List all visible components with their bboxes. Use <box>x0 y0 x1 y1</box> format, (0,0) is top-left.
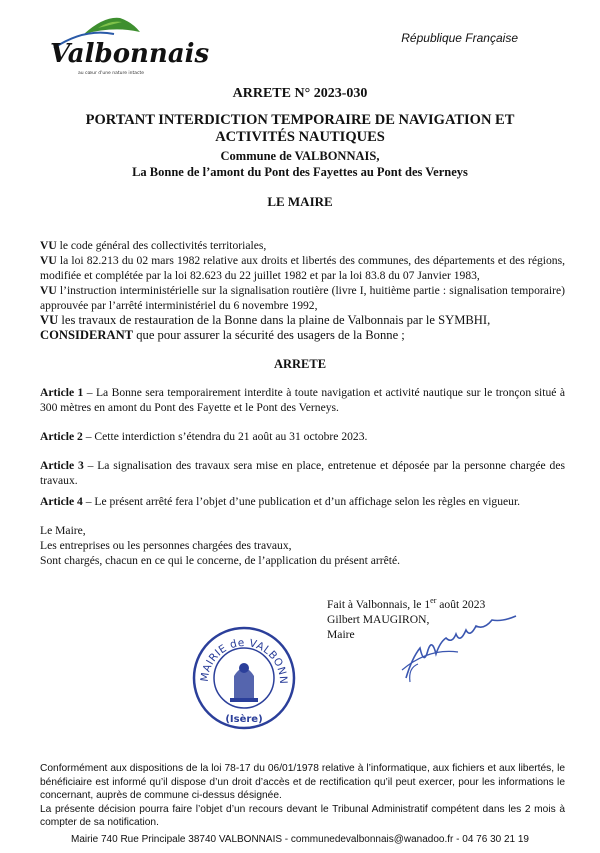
signatory-role: Maire <box>327 627 355 641</box>
location-description: La Bonne de l’amont du Pont des Fayettes au Pont des Verneys <box>132 165 468 179</box>
article-3: Article 3 – La signalisation des travaux sera mise en place, entretenue et déposée par la personne chargée des travaux. <box>40 459 565 487</box>
valbonnais-logo <box>44 8 210 78</box>
signatory-name: Gilbert MAUGIRON, <box>327 612 430 626</box>
main-title-line1: PORTANT INTERDICTION TEMPORAIRE DE NAVIGATION ET <box>85 112 515 128</box>
seal-isere: (Isère) <box>225 714 263 725</box>
svg-text:MAIRIE de VALBONNAIS: MAIRIE de VALBONN <box>198 636 290 685</box>
visa-item: VU le code général des collectivités territoriales, <box>40 239 267 252</box>
commune-name: Commune de VALBONNAIS, <box>220 149 380 163</box>
execution-line: Le Maire, <box>40 524 86 537</box>
article-4: Article 4 – Le présent arrêté fera l’objet d’une publication et d’un affichage selon les règles en vigueur. <box>40 495 521 508</box>
arrete-heading: ARRETE <box>273 357 327 371</box>
legal-paragraph: La présente décision pourra faire l’objet d’un recours devant le Tribunal Administratif compétent dans les 2 mois à compter de sa notification. <box>40 803 565 828</box>
official-stamp-icon <box>190 624 298 732</box>
visa-item: VU les travaux de restauration de la Bonne dans la plaine de Valbonnais par le SYMBHI, <box>40 313 491 327</box>
logo-wordmark: Valbonnais <box>50 39 210 69</box>
main-title <box>40 112 560 146</box>
footer-address: Mairie 740 Rue Principale 38740 VALBONNAIS - communedevalbonnais@wanadoo.fr - 04 76 30 21 19 <box>70 834 529 845</box>
handwritten-signature <box>398 608 523 686</box>
execution-line: Les entreprises ou les personnes chargées des travaux, <box>40 539 292 552</box>
arrete-number: ARRETE N° 2023-030 <box>232 86 368 101</box>
logo-tagline: au cœur d'une nature intacte <box>78 71 145 76</box>
article-1: Article 1 – La Bonne sera temporairement interdite à toute navigation et activité nautique sur le tronçon situé à 300 mètres en amont du Pont des Fayette et le Pont des Verneys. <box>40 386 565 414</box>
visa-item: VU la loi 82.213 du 02 mars 1982 relative aux droits et libertés des communes, des départements et des régions, modifiée et complétée par la loi 82.623 du 22 juillet 1982 et par la loi 83.8 du 07 Janvier 1983, <box>40 254 565 282</box>
visas-block <box>40 238 565 343</box>
visa-item: VU l’instruction interministérielle sur la signalisation routière (livre I, huitième partie : signalisation temporaire) approuvée par l’arrêté interministériel du 6 novembre 1992, <box>40 284 565 312</box>
execution-line: Sont chargés, chacun en ce qui le concerne, de l’application du présent arrêté. <box>40 554 401 567</box>
legal-paragraph: Conformément aux dispositions de la loi 78-17 du 06/01/1978 relative à l’informatique, aux fichiers et aux libertés, le bénéficiaire est informé qu’il dispose d’un droit d’accès et de rectification qu’il peut exercer, pour les informations le concernant, auprès de commune ci-dessus désignée. <box>40 763 565 801</box>
considerant-item: CONSIDERANT que pour assurer la sécurité des usagers de la Bonne ; <box>40 328 405 342</box>
legal-notice <box>40 762 565 830</box>
execution-block <box>40 523 565 568</box>
mountain-logo-icon <box>44 8 210 78</box>
republique-francaise: République Française <box>401 31 518 45</box>
article-2: Article 2 – Cette interdiction s’étendra du 21 août au 31 octobre 2023. <box>40 430 368 443</box>
place-date: Fait à Valbonnais, le 1er août 2023 <box>327 596 486 611</box>
signature-icon <box>398 608 523 686</box>
le-maire-heading: LE MAIRE <box>267 194 333 209</box>
commune-block <box>0 148 600 180</box>
main-title-line2: ACTIVITÉS NAUTIQUES <box>215 129 385 145</box>
mairie-seal <box>190 624 298 732</box>
